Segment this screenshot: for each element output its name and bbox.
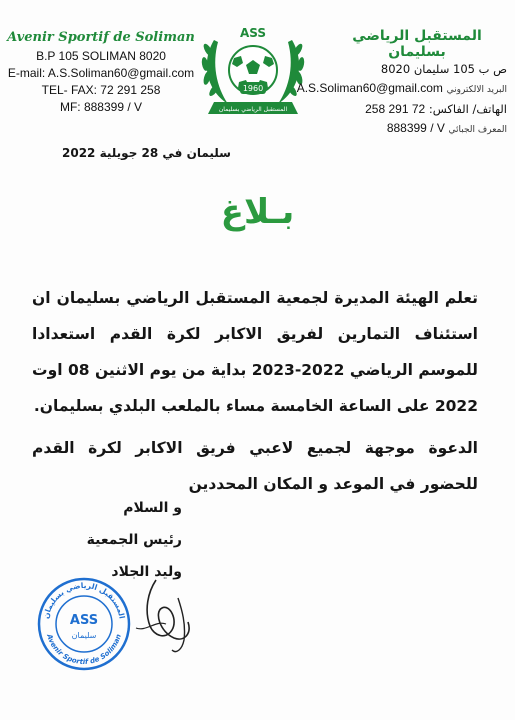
club-name-ar: المستقبل الرياضي بسليمان: [352, 28, 482, 60]
header-left: [6, 30, 196, 116]
tax-ar-value: 888399 / V: [386, 121, 445, 135]
tax-ar: [327, 119, 507, 140]
logo-ass-text: ASS: [239, 26, 267, 40]
email-fr: E-mail: A.S.Soliman60@gmail.com: [7, 66, 195, 80]
header-right: [296, 28, 507, 140]
notice-body: [32, 280, 478, 502]
document-date: سليمان في 28 جويلية 2022: [62, 146, 231, 160]
closing-salutation: و السلام: [123, 500, 182, 516]
stamp-ring-text-fr: Avenir Sportif de Soliman: [45, 633, 123, 667]
body-paragraph-2: الدعوة موجهة لجميع لاعبي فريق الاكابر لكرة القدم للحضور في الموعد و المكان المحددين: [32, 439, 478, 493]
stamp-ring-text-ar: المستقبل الرياضي بسليمان: [41, 580, 127, 620]
logo-ribbon-text: المستقبل الرياضي بسليمان: [218, 106, 288, 113]
po-box-ar-text: ص ب 105 سليمان 8020: [380, 62, 507, 76]
closing-name: وليد الجلاد: [111, 564, 182, 580]
po-box-fr: B.P 105 SOLIMAN 8020: [36, 49, 166, 63]
club-name-fr: Avenir Sportif de Soliman: [7, 30, 195, 45]
email-ar-label: البريد الالكتروني: [446, 85, 507, 95]
club-logo: [194, 20, 312, 120]
closing-role: رئيس الجمعية: [86, 532, 182, 548]
phone-ar-value: 258 291 72: [365, 102, 426, 116]
logo-year: 1960: [242, 84, 264, 93]
phone-ar-label: الهاتف/ الفاكس:: [428, 102, 507, 116]
body-paragraph-1: تعلم الهيئة المديرة لجمعية المستقبل الرياضي بسليمان ان استئناف التمارين لفريق الاكابر لكرة القدم استعدادا للموسم الرياضي 2022-2023 بداية من يوم الاثنين 08 اوت 2022 على الساعة الخامسة مساء بالملعب البلدي بسليمان.: [32, 289, 478, 415]
tax-ar-label: المعرف الجبائي: [448, 125, 507, 135]
po-box-ar: [327, 60, 507, 79]
notice-title: بـلاغ: [220, 192, 295, 232]
mf-fr: MF: 888399 / V: [59, 100, 143, 114]
handwritten-signature: [126, 570, 206, 660]
email-ar: [296, 79, 507, 100]
phone-ar: [327, 100, 507, 119]
stamp-center-text: ASS: [69, 613, 99, 628]
email-ar-value: A.S.Soliman60@gmail.com: [296, 81, 443, 95]
stamp-center-ar: سليمان: [71, 631, 97, 640]
club-stamp: [36, 576, 132, 672]
tel-fax-fr: TEL- FAX: 72 291 258: [41, 83, 161, 97]
